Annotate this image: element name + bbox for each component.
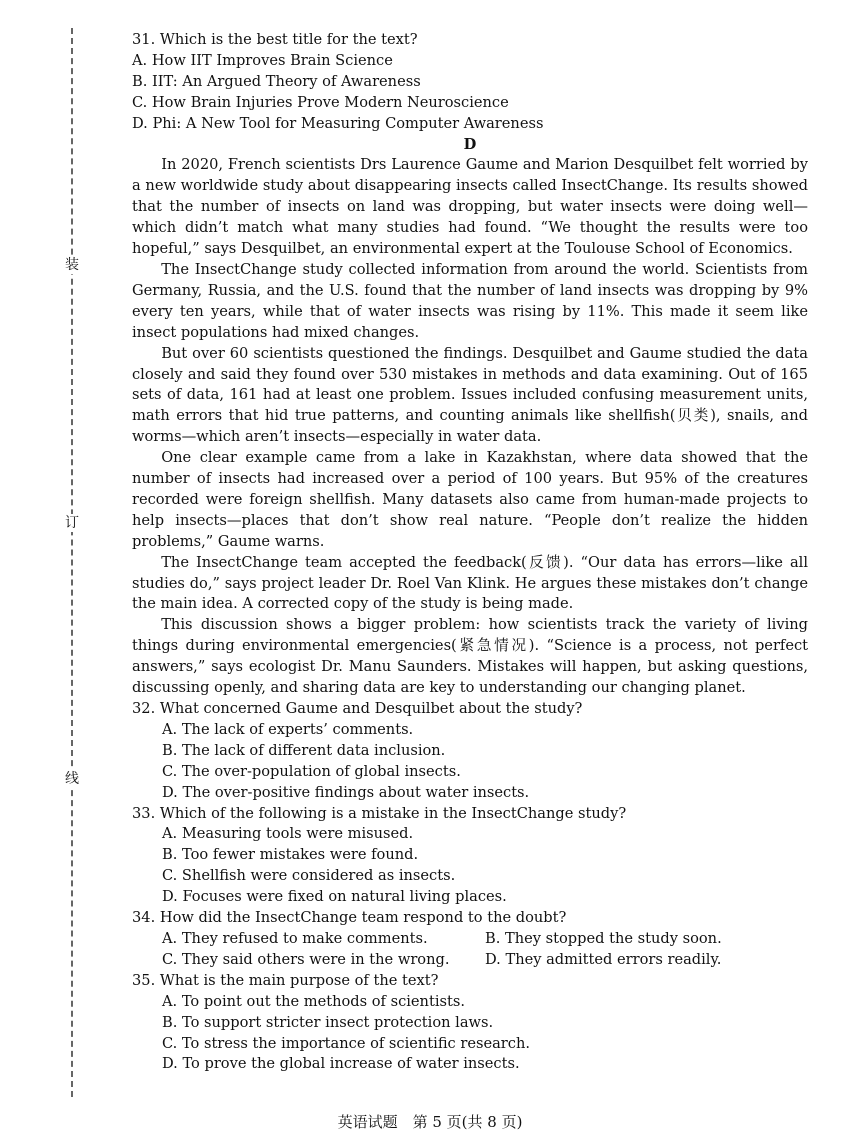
question-stem: 35. What is the main purpose of the text? bbox=[132, 971, 439, 989]
question-stem: 32. What concerned Gaume and Desquilbet about the study? bbox=[132, 700, 583, 717]
question-stem: 33. Which of the following is a mistake in the InsectChange study? bbox=[132, 804, 627, 822]
option-d: D. To prove the global increase of water insects. bbox=[162, 1055, 520, 1073]
exam-page bbox=[132, 30, 808, 1075]
section-heading: D bbox=[463, 135, 477, 153]
reading-passage bbox=[132, 155, 808, 699]
binding-char-zhuang: 装 bbox=[65, 257, 79, 273]
option-a: A. To point out the methods of scientists. bbox=[162, 992, 465, 1010]
page-footer: 英语试题 第 5 页(共 8 页) bbox=[337, 1113, 523, 1131]
binding-char-xian: 线 bbox=[65, 771, 79, 787]
option-c: C. Shellfish were considered as insects. bbox=[162, 867, 456, 885]
binding-char-ding: 订 bbox=[65, 515, 79, 531]
option-b: B. The lack of different data inclusion. bbox=[162, 741, 446, 759]
passage-paragraph: The InsectChange study collected information from around the world. Scientists from Germany, Russia, and the U.S. found that the number of land insects was dropping by 9% every ten years, while that of water insects was rising by 11%. This made it seem like insect populations had mixed changes. bbox=[132, 260, 808, 341]
binding-line bbox=[71, 28, 73, 1097]
question-35 bbox=[132, 971, 808, 1076]
option-row bbox=[162, 950, 808, 971]
option-b: B. They stopped the study soon. bbox=[485, 929, 722, 947]
option-c: C. How Brain Injuries Prove Modern Neuroscience bbox=[132, 93, 509, 111]
option-b: B. IIT: An Argued Theory of Awareness bbox=[132, 72, 421, 90]
question-stem: 34. How did the InsectChange team respond to the doubt? bbox=[132, 909, 567, 927]
question-32 bbox=[132, 699, 808, 804]
option-a: A. They refused to make comments. bbox=[162, 929, 428, 947]
option-a: A. How IIT Improves Brain Science bbox=[132, 51, 393, 69]
question-33 bbox=[132, 804, 808, 909]
option-b: B. Too fewer mistakes were found. bbox=[162, 846, 419, 864]
option-c: C. The over-population of global insects. bbox=[162, 762, 461, 780]
question-34 bbox=[132, 908, 808, 971]
option-c: C. To stress the importance of scientific research. bbox=[162, 1034, 530, 1052]
option-d: D. They admitted errors readily. bbox=[485, 950, 722, 968]
passage-paragraph: In 2020, French scientists Drs Laurence Gaume and Marion Desquilbet felt worried by a new worldwide study about disappearing insects called InsectChange. Its results showed that the number of insects on land was dropping, but water insects were doing well—which didn’t match what many studies had found. “We thought the results were too hopeful,” says Desquilbet, an environmental expert at the Toulouse School of Economics. bbox=[132, 156, 808, 258]
passage-paragraph: But over 60 scientists questioned the findings. Desquilbet and Gaume studied the data closely and said they found over 530 mistakes in methods and data examining. Out of 165 sets of data, 161 had at least one problem. Issues included confusing measurement units, math errors that hid true patterns, and counting animals like shellfish(贝类), snails, and worms—which aren’t insects—especially in water data. bbox=[132, 344, 808, 446]
question-31 bbox=[132, 30, 808, 135]
passage-paragraph: This discussion shows a bigger problem: how scientists track the variety of living things during environmental emergencies(紧急情况). “Science is a process, not perfect answers,” says ecologist Dr. Manu Saunders. Mistakes will happen, but asking questions, discussing openly, and sharing data are key to understanding our changing planet. bbox=[132, 616, 808, 697]
option-d: D. Focuses were fixed on natural living places. bbox=[162, 888, 507, 906]
option-a: A. Measuring tools were misused. bbox=[162, 825, 414, 843]
question-stem: 31. Which is the best title for the text? bbox=[132, 31, 418, 48]
option-c: C. They said others were in the wrong. bbox=[162, 950, 450, 968]
option-d: D. Phi: A New Tool for Measuring Computer Awareness bbox=[132, 114, 544, 132]
option-d: D. The over-positive findings about water insects. bbox=[162, 783, 530, 801]
option-row bbox=[162, 929, 808, 950]
passage-paragraph: One clear example came from a lake in Kazakhstan, where data showed that the number of insects had increased over a period of 100 years. But 95% of the creatures recorded were foreign shellfish. Many datasets also came from human-made projects to help insects—places that don’t show real nature. “People don’t realize the hidden problems,” Gaume warns. bbox=[132, 449, 808, 550]
passage-paragraph: The InsectChange team accepted the feedback(反馈). “Our data has errors—like all studies do,” says project leader Dr. Roel Van Klink. He argues these mistakes don’t change the main idea. A corrected copy of the study is being made. bbox=[132, 553, 808, 613]
option-b: B. To support stricter insect protection laws. bbox=[162, 1013, 494, 1031]
option-a: A. The lack of experts’ comments. bbox=[162, 720, 414, 738]
